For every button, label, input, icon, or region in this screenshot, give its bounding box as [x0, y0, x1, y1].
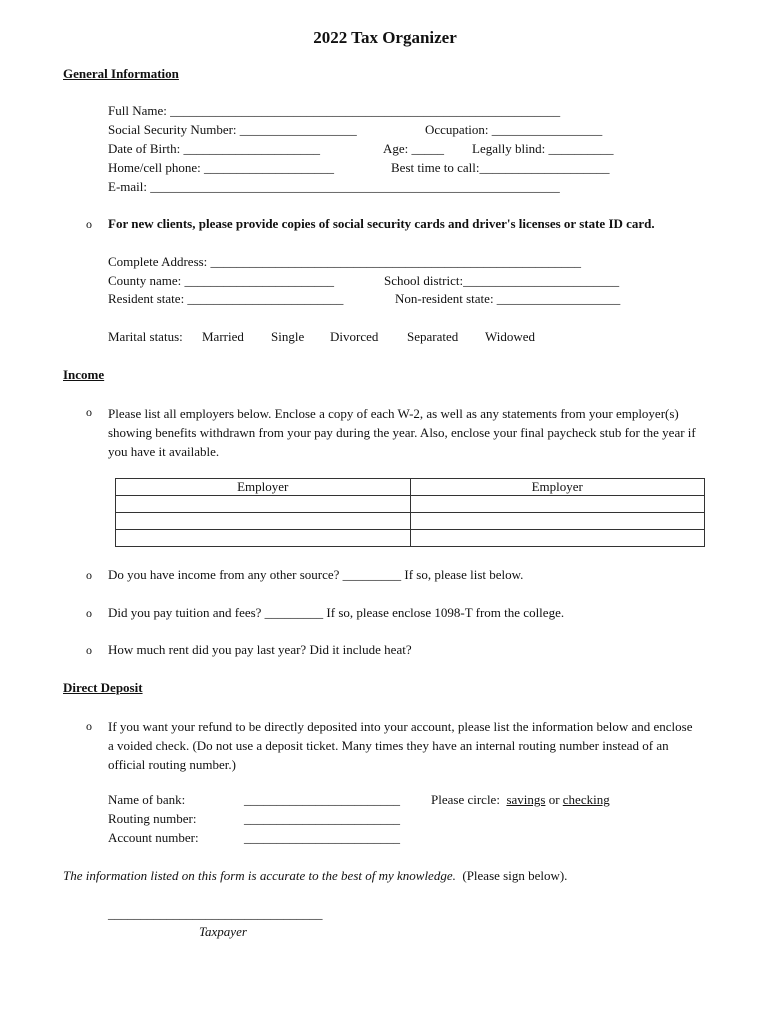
- full-name-field[interactable]: Full Name: ____________________________________________________________: [108, 103, 561, 118]
- marital-option-married[interactable]: Married: [202, 329, 244, 344]
- bullet-icon: o: [86, 405, 92, 419]
- table-header-row: [116, 479, 705, 496]
- routing-number-field[interactable]: ________________________: [244, 811, 400, 826]
- tuition-question[interactable]: Did you pay tuition and fees? _________ If so, please enclose 1098-T from the college.: [108, 605, 565, 620]
- or-text: or: [548, 792, 560, 807]
- employer-cell[interactable]: [410, 496, 705, 513]
- bullet-icon: o: [86, 606, 92, 620]
- employer-cell[interactable]: [116, 513, 411, 530]
- ssn-field[interactable]: Social Security Number: __________________: [108, 122, 357, 137]
- age-field[interactable]: Age: _____: [383, 141, 445, 156]
- bullet-icon: o: [86, 719, 92, 733]
- resident-state-field[interactable]: Resident state: ________________________: [108, 291, 344, 306]
- best-time-field[interactable]: Best time to call:____________________: [391, 160, 610, 175]
- address-field[interactable]: Complete Address: _________________________________________________________: [108, 254, 582, 269]
- general-information-heading: General Information: [63, 66, 179, 81]
- account-number-field[interactable]: ________________________: [244, 830, 400, 845]
- phone-field[interactable]: Home/cell phone: ____________________: [108, 160, 335, 175]
- new-clients-note: For new clients, please provide copies of social security cards and driver's licenses or state ID card.: [108, 216, 655, 231]
- marital-status-label: Marital status:: [108, 329, 183, 344]
- bullet-icon: o: [86, 643, 92, 657]
- table-row: [116, 530, 705, 547]
- table-row: [116, 513, 705, 530]
- signature-line[interactable]: _________________________________: [108, 906, 323, 921]
- table-row: [116, 496, 705, 513]
- employers-instructions: Please list all employers below. Enclose a copy of each W-2, as well as any statements from your employer(s) showing benefits withdrawn from your pay during the year. Also, enclose your final paycheck stub for the year if you have it available.: [108, 406, 696, 459]
- marital-option-divorced[interactable]: Divorced: [330, 329, 379, 344]
- direct-deposit-heading: Direct Deposit: [63, 680, 143, 695]
- routing-number-label: Routing number:: [108, 811, 197, 826]
- account-number-label: Account number:: [108, 830, 199, 845]
- email-field[interactable]: E-mail: _______________________________________________________________: [108, 179, 560, 194]
- employer-cell[interactable]: [116, 496, 411, 513]
- page-title: 2022 Tax Organizer: [313, 28, 457, 47]
- school-district-field[interactable]: School district:________________________: [384, 273, 620, 288]
- savings-option[interactable]: savings: [506, 792, 546, 807]
- other-income-question[interactable]: Do you have income from any other source? _________ If so, please list below.: [108, 567, 524, 582]
- bank-name-label: Name of bank:: [108, 792, 186, 807]
- sign-note: (Please sign below).: [462, 868, 568, 883]
- bullet-icon: o: [86, 217, 92, 231]
- employer-cell[interactable]: [116, 530, 411, 547]
- occupation-field[interactable]: Occupation: _________________: [425, 122, 603, 137]
- employer-cell[interactable]: [410, 530, 705, 547]
- dob-field[interactable]: Date of Birth: _____________________: [108, 141, 320, 156]
- marital-option-separated[interactable]: Separated: [407, 329, 459, 344]
- account-type-selector: [431, 792, 610, 808]
- bullet-icon: o: [86, 568, 92, 582]
- taxpayer-label: Taxpayer: [199, 924, 247, 939]
- employer-column-header: Employer: [116, 479, 411, 496]
- county-field[interactable]: County name: _______________________: [108, 273, 335, 288]
- direct-deposit-instructions: If you want your refund to be directly deposited into your account, please list the information below and enclose a voided check. (Do not use a deposit ticket. Many times they have an internal routing number instead of an official routing number.): [108, 719, 693, 772]
- nonresident-state-field[interactable]: Non-resident state: ___________________: [395, 291, 621, 306]
- marital-option-single[interactable]: Single: [271, 329, 305, 344]
- employer-column-header: Employer: [410, 479, 705, 496]
- circle-label: Please circle:: [431, 792, 500, 807]
- bank-name-field[interactable]: ________________________: [244, 792, 400, 807]
- checking-option[interactable]: checking: [562, 792, 610, 807]
- income-heading: Income: [63, 367, 105, 382]
- accuracy-statement: The information listed on this form is accurate to the best of my knowledge.: [63, 868, 456, 883]
- legally-blind-field[interactable]: Legally blind: __________: [472, 141, 614, 156]
- marital-option-widowed[interactable]: Widowed: [485, 329, 536, 344]
- employer-cell[interactable]: [410, 513, 705, 530]
- employer-table: [115, 478, 705, 547]
- rent-question: How much rent did you pay last year? Did it include heat?: [108, 642, 412, 657]
- accuracy-statement-row: [63, 868, 567, 884]
